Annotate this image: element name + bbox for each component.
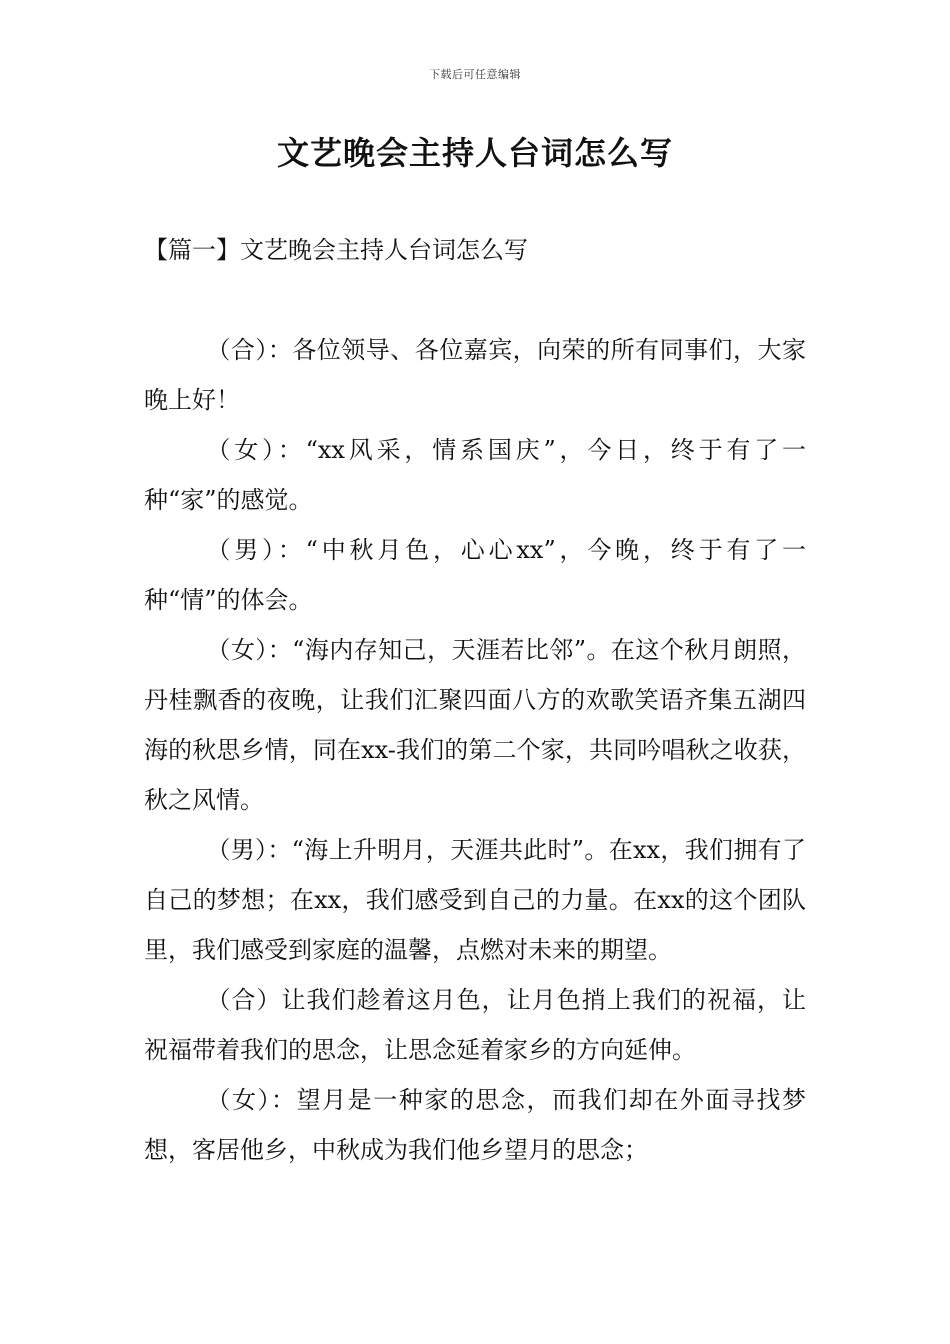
paragraph: （合）让我们趁着这月色，让月色捎上我们的祝福，让祝福带着我们的思念，让思念延着家乡的方向延伸。 [144,986,806,1064]
header-note: 下载后可任意编辑 [429,68,521,81]
paragraph: （男）：“中秋月色，心心xx”，今晚，终于有了一种“情”的体会。 [144,536,806,614]
section-heading: 【篇一】文艺晚会主持人台词怎么写 [144,236,528,264]
paragraph: （女）：“海内存知己，天涯若比邻”。在这个秋月朗照，丹桂飘香的夜晚，让我们汇聚四面八方的欢歌笑语齐集五湖四海的秋思乡情，同在xx-我们的第二个家，共同吟唱秋之收获，秋之风情。 [144,636,806,814]
document-title: 文艺晚会主持人台词怎么写 [276,134,673,172]
paragraph: （女）：“xx风采，情系国庆”，今日，终于有了一种“家”的感觉。 [144,436,806,514]
body-text [144,325,806,1175]
paragraph: （男）：“海上升明月，天涯共此时”。在xx，我们拥有了自己的梦想；在xx，我们感受到自己的力量。在xx的这个团队里，我们感受到家庭的温馨，点燃对未来的期望。 [144,836,806,964]
paragraph: （女）：望月是一种家的思念，而我们却在外面寻找梦想，客居他乡，中秋成为我们他乡望月的思念； [144,1086,806,1164]
paragraph: （合）：各位领导、各位嘉宾，向荣的所有同事们，大家晚上好！ [144,336,806,414]
